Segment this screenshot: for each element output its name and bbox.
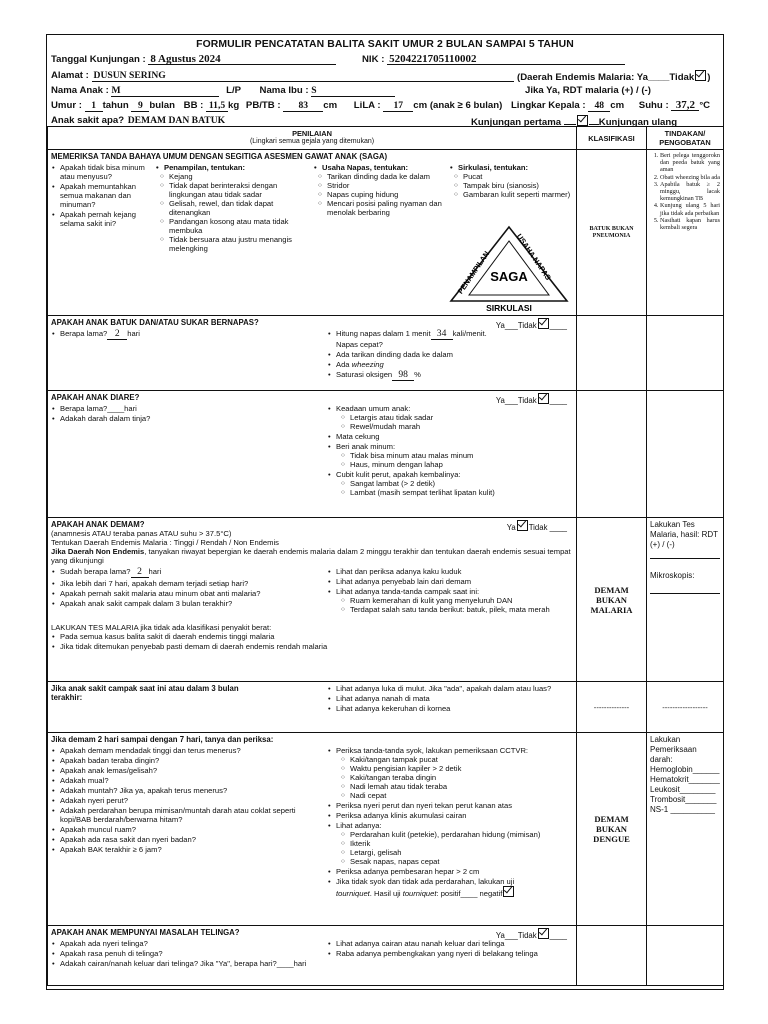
triangle-center-label: SAGA (490, 269, 528, 284)
nama-anak-field[interactable]: M (111, 86, 219, 97)
hitung-napas-label: Hitung napas dalam 1 menit (336, 329, 431, 338)
umur-tahun-field[interactable]: 1 (85, 101, 103, 112)
tarikan-item: • Ada tarikan dinding dada ke dalam (336, 350, 575, 359)
demam-item: • Jika lebih dari 7 hari, apakah demam terjadi setiap hari? (60, 579, 313, 588)
tindakan-item: 1. Beri pelega tenggorokn dan peeda batuk yang aman (660, 152, 720, 174)
dengue-title: Jika demam 2 hari sampai dengan 7 hari, tanya dan periksa: (51, 735, 274, 744)
dengue-item: • Apakah badan teraba dingin? (60, 756, 313, 765)
persen-unit: % (414, 370, 421, 379)
saga-item: ○ Kejang (169, 172, 303, 181)
demam-klasifikasi-cell (577, 518, 647, 682)
hari-unit: hari (127, 329, 140, 338)
cubit-item (336, 470, 575, 497)
lila-unit: cm (anak ≥ 6 bulan) (413, 100, 503, 111)
lingkar-label: Lingkar Kepala : (510, 100, 586, 111)
trombosit-field[interactable]: Trombosit_______ (650, 795, 717, 804)
dengue-item: • Apakah demam mendadak tinggi dan terus menerus? (60, 746, 313, 755)
nik-label: NIK : (362, 54, 385, 65)
demam-anamnesis: (anamnesis ATAU teraba panas ATAU suhu > 37.5°C) (51, 529, 232, 538)
sudah-berapa-label: Sudah berapa lama? (60, 567, 131, 576)
dengue-sub-item: ○ Nadi lemah atau tidak teraba (350, 782, 575, 791)
demam-item: • Pada semua kasus balita sakit di daerah endemis tinggi malaria (60, 632, 573, 641)
ya-label: Ya (506, 523, 516, 532)
tourniquet-item (336, 877, 575, 898)
ya-tidak-label: Ya___Tidak (495, 396, 537, 405)
bulan-label: bulan (149, 100, 175, 111)
nama-anak-label: Nama Anak : (51, 85, 109, 96)
tidak-label: Tidak ____ (528, 523, 567, 532)
cubit-label: Cubit kulit perut, apakah kembalinya: (336, 470, 461, 479)
demam-item: • Lihat adanya penyebab lain dari demam (336, 577, 575, 586)
telinga-tindakan-cell (647, 926, 724, 986)
saga-napas-title: Usaha Napas, tentukan: (322, 163, 409, 172)
dengue-sub-item: ○ Perdarahan kulit (petekie), perdarahan hidung (mimisan) (350, 830, 575, 839)
saga-item: ○ Gambaran kulit seperti marmer) (463, 190, 573, 199)
dengue-sub-item: ○ Sesak napas, napas cepat (350, 857, 575, 866)
beri-minum-label: Beri anak minum: (336, 442, 396, 451)
triangle-bottom-label: SIRKULASI (486, 303, 532, 313)
tanggal-row (51, 54, 336, 65)
nama-ibu-field[interactable]: S (311, 86, 395, 97)
saga-item: ○ Stridor (327, 181, 443, 190)
hari-unit: hari (148, 567, 162, 576)
tourniquet-mid: . Hasil uji (369, 889, 403, 898)
telinga-item: • Raba adanya pembengkakan yang nyeri di belakang telinga (336, 949, 575, 958)
endemis-close: ) (707, 72, 711, 83)
triangle-right-label: USAHA NAPAS (514, 231, 553, 282)
batuk-klasifikasi-cell (577, 316, 647, 391)
campak-item: • Lihat adanya nanah di mata (336, 694, 575, 703)
campak-tindakan: ------------------ (662, 702, 708, 712)
demam-jika-non (51, 547, 573, 565)
campak-klasifikasi: -------------- (593, 702, 630, 712)
ya-tidak-label: Ya___Tidak (495, 931, 537, 940)
leukosit-field[interactable]: Leukosit________ (650, 785, 716, 794)
demam-item: • Apakah anak sakit campak dalam 3 bulan terakhir? (60, 599, 313, 608)
sakit-field[interactable]: DEMAM DAN BATUK (127, 116, 400, 127)
endemis-label: (Daerah Endemis Malaria: Ya____Tidak (517, 72, 695, 83)
campak-item: • Lihat adanya kekeruhan di kornea (336, 704, 575, 713)
pemeriksaan-darah-label: Lakukan Pemeriksaan darah: (650, 735, 697, 764)
diare-sub-item: ○ Tidak bisa minum atau malas minum (350, 451, 575, 460)
campak-tindakan-cell (647, 682, 724, 733)
cctvr-label: Periksa tanda-tanda syok, lakukan pemeriksaan CCTVR: (336, 746, 529, 755)
bb-unit: kg (228, 100, 240, 111)
jika-non-bold: Jika Daerah Non Endemis (51, 547, 145, 556)
dengue-item: • Adakah perdarahan berupa mimisan/muntah darah atau coklat seperti kopi/BAB berdarah/berwarna hitam? (60, 806, 313, 824)
telinga-item: • Apakah ada nyeri telinga? (60, 939, 313, 948)
dengue-sub-item: ○ Kaki/tangan teraba dingin (350, 773, 575, 782)
campak-klasifikasi-cell (577, 682, 647, 733)
umur-label: Umur : (51, 100, 82, 111)
wheezing-item (336, 360, 575, 369)
saga-item: • Apakah tidak bisa minum atau menyusu? (60, 163, 149, 181)
saga-item: ○ Tarikan dinding dada ke dalam (327, 172, 443, 181)
campak-tanda-label: Lihat adanya tanda-tanda campak saat ini: (336, 587, 480, 596)
ns1-field[interactable]: NS-1 __________ (650, 805, 715, 814)
campak-tanda-item (336, 587, 575, 614)
demam-sub-item: ○ Ruam kemerahan di kulit yang menyeluruh DAN (350, 596, 575, 605)
dengue-item: • Apakah muncul ruam? (60, 825, 313, 834)
penilaian-header (48, 127, 577, 150)
batuk-berapa-lama (60, 329, 301, 340)
dengue-item: • Apakah ada rasa sakit dan nyeri badan? (60, 835, 313, 844)
demam-section (48, 518, 577, 682)
klasifikasi-header: KLASIFIKASI (577, 127, 647, 150)
lihat-adanya-label: Lihat adanya: (336, 821, 382, 830)
hemoglobin-field[interactable]: Hemoglobin______ (650, 765, 720, 774)
dengue-klasifikasi: DEMAM BUKAN DENGUE (593, 814, 630, 844)
saga-title: MEMERIKSA TANDA BAHAYA UMUM DENGAN SEGITIGA ASESMEN GAWAT ANAK (SAGA) (51, 152, 388, 161)
dengue-sub-item: ○ Letargi, gelisah (350, 848, 575, 857)
umur-bulan-field[interactable]: 9 (131, 101, 149, 112)
dengue-sub-item: ○ Waktu pengisian kapiler > 2 detik (350, 764, 575, 773)
mikroskopis-line[interactable] (650, 581, 720, 594)
demam-sub-item: ○ Terdapat salah satu tanda berikut: batuk, pilek, mata merah (350, 605, 575, 614)
endemis-row (517, 70, 710, 83)
alamat-field[interactable]: DUSUN SERING (92, 71, 514, 82)
saga-item: ○ Napas cuping hidung (327, 190, 443, 199)
demam-item: • Lihat dan periksa adanya kaku kuduk (336, 567, 575, 576)
batuk-tindakan-cell (647, 316, 724, 391)
alamat-label: Alamat : (51, 70, 89, 81)
telinga-item: • Lihat adanya cairan atau nanah keluar dari telinga (336, 939, 575, 948)
diare-sub-item: ○ Haus, minum dengan lahap (350, 460, 575, 469)
bb-label: BB : (183, 100, 204, 111)
dengue-item: • Apakah anak lemas/gelisah? (60, 766, 313, 775)
demam-tentukan: Tentukan Daerah Endemis Malaria : Tinggi / Rendah / Non Endemis (51, 538, 279, 547)
beri-minum-item (336, 442, 575, 469)
nama-row (51, 85, 395, 97)
suhu-field[interactable]: 37,2 (671, 100, 699, 111)
tourniquet-end: : positif____ negatif (436, 889, 503, 898)
dengue-item: • Adakah muntah? Jika ya, apakah terus menerus? (60, 786, 313, 795)
campak-title: Jika anak sakit campak saat ini atau dalam 3 bulan terakhir: (51, 684, 239, 702)
tindakan-item: 3. Apabila batuk ≥ 2 minggu, lacak kemungkinan TB (660, 181, 720, 203)
saga-item: ○ Mencari posisi paling nyaman dan menolak berbaring (327, 199, 443, 217)
telinga-section (48, 926, 577, 986)
dengue-section (48, 733, 577, 926)
saga-klasifikasi-cell (577, 150, 647, 316)
demam-ya-checkbox[interactable] (517, 520, 528, 531)
diare-sub-item: ○ Rewel/mudah marah (350, 422, 575, 431)
dengue-klasifikasi-cell (577, 733, 647, 926)
triangle-left-label: PENAMPILAN (455, 249, 492, 296)
demam-ya-tidak (507, 520, 567, 532)
mikroskopis-label: Mikroskopis: (650, 571, 695, 580)
lila-label: LiLA : (353, 100, 381, 111)
demam-item: • Jika tidak ditemukan penyebab pasti demam di daerah endemis rendah malaria (60, 642, 573, 651)
saga-sirkulasi-title: Sirkulasi, tentukan: (458, 163, 529, 172)
dengue-item: • Adakah mual? (60, 776, 313, 785)
sakit-label: Anak sakit apa? (51, 115, 125, 126)
saga-col3 (313, 172, 443, 217)
saga-item: ○ Gelisah, rewel, dan tidak dapat ditenangkan (169, 199, 303, 217)
kunjungan-ulang-label: Kunjungan ulang (598, 117, 678, 128)
suhu-unit: °C (699, 100, 711, 111)
kunjungan-pertama-checkbox[interactable] (577, 115, 588, 126)
pbtb-unit: cm (323, 100, 338, 111)
demam-item: • Apakah pernah sakit malaria atau minum obat anti malaria? (60, 589, 313, 598)
kunjungan-row (471, 115, 677, 128)
demam-klasifikasi: DEMAM BUKAN MALARIA (590, 584, 633, 615)
diare-section (48, 391, 577, 518)
lp-label: L/P (226, 85, 241, 96)
saturasi-label: Saturasi oksigen (336, 370, 393, 379)
dengue-tindakan-cell (647, 733, 724, 926)
saga-tindakan-list (650, 152, 720, 231)
pbtb-label: PB/TB : (245, 100, 281, 111)
saturasi-item (336, 370, 575, 381)
dengue-item: • Periksa adanya pembesaran hepar > 2 cm (336, 867, 575, 876)
batuk-section (48, 316, 577, 391)
hitung-napas (336, 329, 575, 349)
keadaan-item (336, 404, 575, 431)
batuk-ya-tidak: Ya___Tidak ____ (496, 318, 567, 330)
kali-unit: kali/menit. (452, 329, 487, 338)
hematokrit-field[interactable]: Hematokrit_______ (650, 775, 720, 784)
telinga-klasifikasi-cell (577, 926, 647, 986)
wheezing-word: wheezing (351, 360, 384, 369)
tourniquet-pre: Jika tidak syok dan tidak ada perdarahan, lakukan uji (336, 877, 515, 886)
diare-ya-tidak: Ya___Tidak ____ (496, 393, 567, 405)
diare-tindakan-cell (647, 391, 724, 518)
saga-item: ○ Tampak biru (sianosis) (463, 181, 573, 190)
telinga-title: APAKAH ANAK MEMPUNYAI MASALAH TELINGA? (51, 928, 240, 937)
tindakan-item: 2. Obati wheezing bila ada (660, 174, 720, 181)
suhu-label: Suhu : (638, 100, 669, 111)
rdt-result-line[interactable] (650, 550, 720, 559)
tahun-label: tahun (102, 100, 129, 111)
sudah-berapa-item (60, 567, 313, 578)
dengue-item: • Adakah nyeri perut? (60, 796, 313, 805)
bb-field[interactable]: 11,5 (206, 101, 228, 112)
tes-malaria-text: Lakukan Tes Malaria, hasil: RDT (+) / (-) (650, 520, 718, 549)
pbtb-field[interactable]: 83 (283, 101, 323, 112)
nik-field[interactable]: 5204221705110002 (387, 54, 625, 65)
diare-item: • Adakah darah dalam tinja? (60, 414, 301, 423)
demam-tindakan-1 (650, 520, 720, 550)
rdt-label: Jika Ya, RDT malaria (+) / (-) (525, 85, 651, 96)
lakukan-tes-malaria: LAKUKAN TES MALARIA jika tidak ada klasifikasi penyakit berat: (51, 623, 272, 632)
telinga-ya-tidak: Ya___Tidak ____ (496, 928, 567, 940)
jika-non-rest: , tanyakan riwayat bepergian ke daerah endemis malaria dalam 2 minggu terakhir dan tentukan daerah endemis sesuai tempat yang dikunjungi (51, 547, 571, 565)
mata-item: • Mata cekung (336, 432, 575, 441)
umur-row (51, 100, 710, 112)
berapa-lama-field[interactable]: 2 (107, 329, 127, 340)
telinga-item: • Apakah rasa penuh di telinga? (60, 949, 313, 958)
tourniquet-word: tourniquet (336, 889, 370, 898)
form-header (47, 35, 723, 126)
alamat-row (51, 70, 514, 82)
saga-col1 (51, 163, 149, 228)
saga-col4 (449, 172, 573, 199)
tourniquet-word-2: tourniquet (402, 889, 437, 898)
diare-sub-item: ○ Lambat (masih sempat terlihat lipatan kulit) (350, 488, 575, 497)
saga-item: ○ Pucat (463, 172, 573, 181)
saga-penampilan-title: Penampilan, tentukan: (164, 163, 246, 172)
dengue-item: • Periksa nyeri perut dan nyeri tekan perut kanan atas (336, 801, 575, 810)
assessment-table (47, 126, 724, 986)
tindakan-item: 4. Kunjung ulang 5 hari jika tidak ada perbaikan (660, 202, 720, 216)
diare-item: • Berapa lama?____hari (60, 404, 301, 413)
saga-col2 (155, 172, 303, 253)
saga-tindakan-cell (647, 150, 724, 316)
penilaian-sub: (Lingkari semua gejala yang ditemukan) (249, 138, 375, 145)
sakit-row (51, 115, 400, 127)
hitung-napas-field[interactable]: 34 (431, 329, 453, 340)
wheezing-pre: Ada (336, 360, 352, 369)
saga-item: ○ Tidak bersuara atau justru menangis melengking (169, 235, 303, 253)
cctvr-item (336, 746, 575, 800)
telinga-item: • Adakah cairan/nanah keluar dari telinga? Jika "Ya", berapa hari?____hari (60, 959, 313, 968)
saga-item: ○ Tidak dapat berinteraksi dengan lingkungan atau tidak sadar (169, 181, 303, 199)
saga-section: MEMERIKSA TANDA BAHAYA UMUM DENGAN SEGITIGA ASESMEN GAWAT ANAK (SAGA) • Apakah tidak bisa minum atau menyusu? • Apakah memuntahkan semua makanan dan minuman? • Apakah pernah kejang selama sakit ini? • Penampilan, tentukan: ○ Kejang ○ Tidak dapat berinteraksi dengan lingkungan atau tidak sadar ○ Gelisah, rewel, dan tidak dapat ditenangkan ○ Pandangan kosong atau mata tidak membuka ○ Tidak bersuara atau justru menangis melengking • Usaha Napas, tentukan: ○ Tarikan dinding dada ke dalam ○ Stridor ○ Napas cuping hidung ○ Mencari posisi paling nyaman dan menolak berbaring • Sirkulasi, tentukan: ○ Pucat ○ Tampak biru (sianosis) ○ Gambaran kulit seperti marmer) PENAMPILAN USAHA NAPAS SAGA SIRKULASI (48, 150, 577, 316)
lingkar-unit: cm (610, 100, 625, 111)
lila-field[interactable]: 17 (383, 101, 413, 112)
tanggal-field[interactable]: 8 Agustus 2024 (148, 54, 336, 65)
sudah-berapa-field[interactable]: 2 (131, 567, 149, 578)
saga-item: ○ Pandangan kosong atau mata tidak membuka (169, 217, 303, 235)
tourniquet-negatif-checkbox[interactable] (503, 886, 514, 897)
diare-sub-item: ○ Sangat lambat (> 2 detik) (350, 479, 575, 488)
demam-title: APAKAH ANAK DEMAM? (51, 520, 145, 529)
nama-ibu-label: Nama Ibu : (259, 85, 309, 96)
saga-triangle-diagram (443, 221, 573, 313)
campak-section (48, 682, 577, 733)
campak-item: • Lihat adanya luka di mulut. Jika "ada", apakah dalam atau luas? (336, 684, 575, 693)
dengue-sub-item: ○ Ikterik (350, 839, 575, 848)
keadaan-label: Keadaan umum anak: (336, 404, 411, 413)
dengue-item: • Apakah BAK terakhir ≥ 6 jam? (60, 845, 313, 854)
kunjungan-pertama-label: Kunjungan pertama (471, 117, 562, 128)
lihat-adanya-item (336, 821, 575, 866)
berapa-lama-label: Berapa lama? (60, 329, 108, 338)
nik-row (362, 54, 625, 65)
ya-tidak-label: Ya___Tidak (495, 321, 537, 330)
batuk-title: APAKAH ANAK BATUK DAN/ATAU SUKAR BERNAPAS? (51, 318, 259, 327)
saturasi-field[interactable]: 98 (392, 370, 414, 381)
penilaian-title: PENILAIAN (292, 129, 332, 138)
tanggal-label: Tanggal Kunjungan : (51, 54, 146, 65)
lingkar-field[interactable]: 48 (588, 101, 610, 112)
endemis-tidak-checkbox[interactable] (695, 70, 706, 81)
dengue-sub-item: ○ Kaki/tangan tampak pucat (350, 755, 575, 764)
saga-klasifikasi: BATUK BUKAN PNEUMONIA (589, 225, 634, 239)
demam-tindakan-cell (647, 518, 724, 682)
tindakan-item: 5. Nasihati kapan harus kembali segera (660, 217, 720, 231)
saga-item: • Apakah pernah kejang selama sakit ini? (60, 210, 149, 228)
dengue-item: • Periksa adanya klinis akumulasi cairan (336, 811, 575, 820)
saga-item: • Apakah memuntahkan semua makanan dan minuman? (60, 182, 149, 209)
form-page (46, 34, 724, 990)
form-title: FORMULIR PENCATATAN BALITA SAKIT UMUR 2 BULAN SAMPAI 5 TAHUN (196, 39, 574, 50)
napas-cepat-label: Napas cepat? (336, 340, 383, 349)
tindakan-header: TINDAKAN/ PENGOBATAN (647, 127, 724, 150)
diare-title: APAKAH ANAK DIARE? (51, 393, 140, 402)
dengue-sub-item: ○ Nadi cepat (350, 791, 575, 800)
diare-klasifikasi-cell (577, 391, 647, 518)
diare-sub-item: ○ Letargis atau tidak sadar (350, 413, 575, 422)
